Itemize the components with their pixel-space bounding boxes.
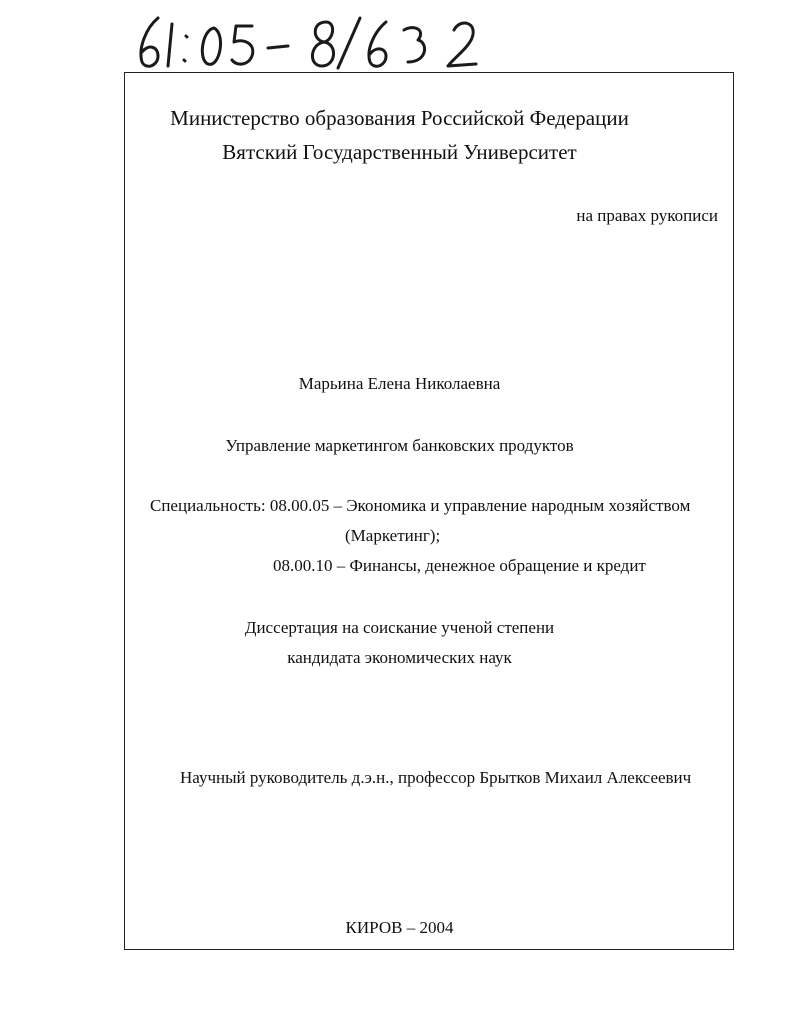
degree-line-1: Диссертация на соискание ученой степени — [244, 618, 555, 637]
specialty-line-3: 08.00.10 – Финансы, денежное обращение и кредит — [273, 556, 646, 575]
handwritten-archive-code — [128, 4, 488, 72]
ministry-heading: Министерство образования Российской Федерации — [170, 106, 629, 130]
specialty-line-1: Специальность: 08.00.05 – Экономика и управление народным хозяйством — [150, 496, 691, 515]
author-name: Марьина Елена Николаевна — [298, 374, 501, 393]
university-heading: Вятский Государственный Университет — [222, 140, 577, 164]
manuscript-rights-note: на правах рукописи — [576, 206, 718, 225]
dissertation-title: Управление маркетингом банковских продуктов — [225, 436, 574, 455]
supervisor-line: Научный руководитель д.э.н., профессор Брытков Михаил Алексеевич — [180, 768, 692, 787]
specialty-line-2: (Маркетинг); — [345, 526, 441, 545]
degree-line-2: кандидата экономических наук — [287, 648, 512, 667]
city-year: КИРОВ – 2004 — [345, 918, 454, 937]
